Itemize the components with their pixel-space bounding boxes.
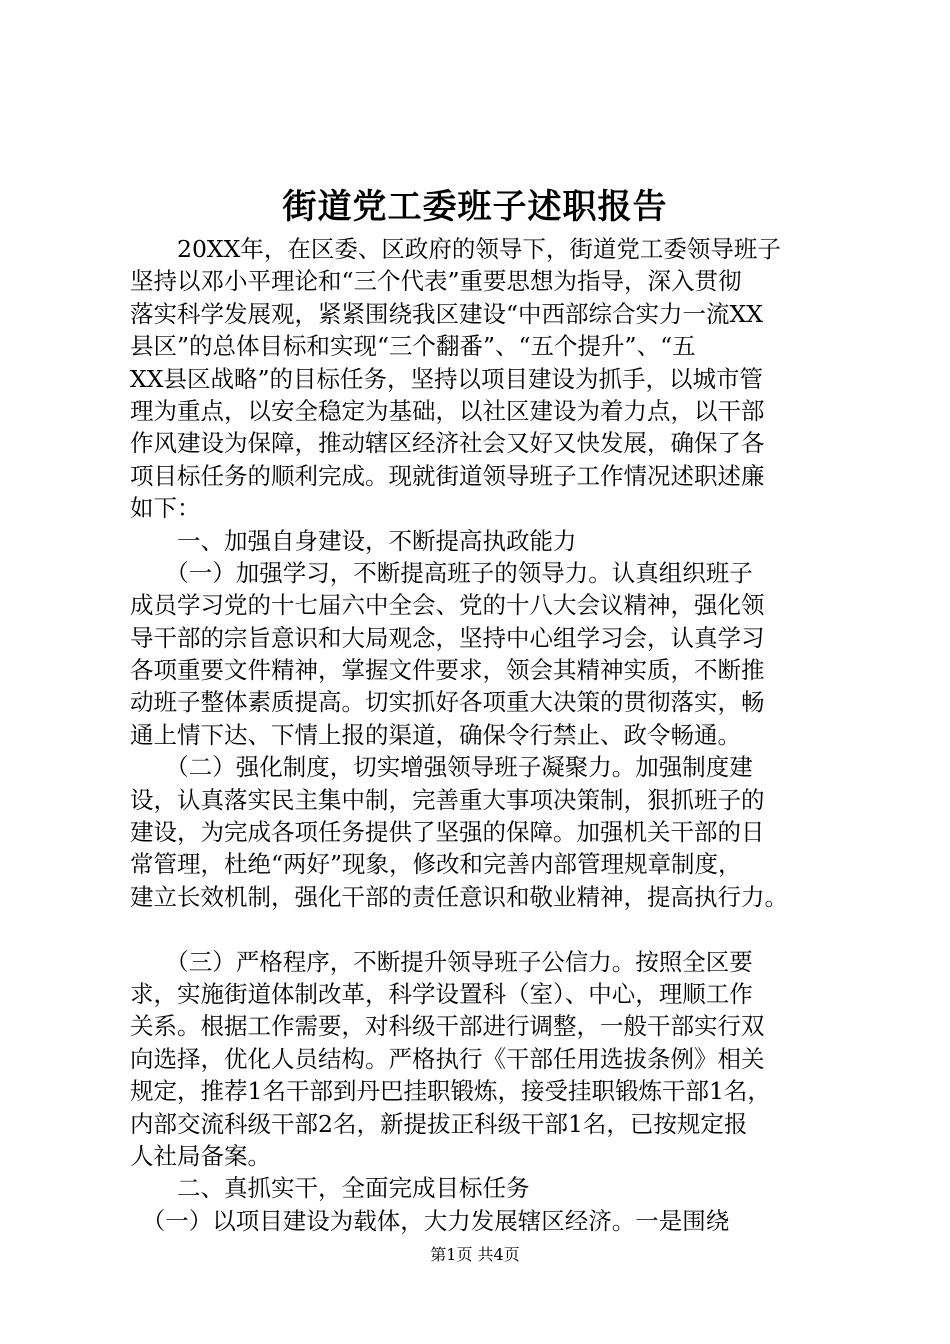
text-line: 建立长效机制，强化干部的责任意识和敬业精神，提高执行力。 bbox=[130, 882, 788, 911]
page-footer: 第1页 共4页 bbox=[430, 1245, 520, 1264]
text-line: 设，认真落实民主集中制，完善重大事项决策制，狠抓班子的 bbox=[130, 785, 765, 814]
text-line: 20XX年，在区委、区政府的领导下，街道党工委领导班子 bbox=[130, 235, 781, 263]
text-line: 向选择，优化人员结构。严格执行《干部任用选拔条例》相关 bbox=[130, 1044, 765, 1073]
text-line: 内部交流科级干部2名，新提拔正科级干部1名，已按规定报 bbox=[130, 1109, 748, 1138]
text-line: XX县区战略”的目标任务，坚持以项目建设为抓手，以城市管 bbox=[130, 364, 763, 393]
text-line: 常管理，杜绝“两好”现象，修改和完善内部管理规章制度， bbox=[130, 850, 742, 879]
text-line: （三）严格程序，不断提升领导班子公信力。按照全区要 bbox=[130, 947, 753, 976]
text-line: 项目标任务的顺利完成。现就街道领导班子工作情况述职述廉 bbox=[130, 461, 765, 490]
text-line: 人社局备案。 bbox=[130, 1141, 271, 1170]
text-line: 落实科学发展观，紧紧围绕我区建设“中西部综合实力一流XX bbox=[130, 299, 763, 328]
text-line: 关系。根据工作需要，对科级干部进行调整，一般干部实行双 bbox=[130, 1012, 765, 1041]
text-line: （一）加强学习，不断提高班子的领导力。认真组织班子 bbox=[130, 558, 753, 587]
text-line: 一、加强自身建设，不断提高执政能力 bbox=[130, 526, 577, 555]
text-line: 各项重要文件精神，掌握文件要求，领会其精神实质，不断推 bbox=[130, 656, 765, 685]
blank-line bbox=[130, 913, 845, 945]
text-line: 坚持以邓小平理论和“三个代表”重要思想为指导，深入贯彻 bbox=[130, 267, 742, 296]
text-line: 建设，为完成各项任务提供了坚强的保障。加强机关干部的日 bbox=[130, 818, 765, 847]
text-line: 作风建设为保障，推动辖区经济社会又好又快发展，确保了各 bbox=[130, 429, 765, 458]
text-line: （二）强化制度，切实增强领导班子凝聚力。加强制度建 bbox=[130, 753, 753, 782]
text-line: 规定，推荐1名干部到丹巴挂职锻炼，接受挂职锻炼干部1名， bbox=[130, 1077, 771, 1106]
text-line: 导干部的宗旨意识和大局观念，坚持中心组学习会，认真学习 bbox=[130, 623, 765, 652]
text-line: 二、真抓实干，全面完成目标任务 bbox=[130, 1174, 530, 1203]
text-line: 县区”的总体目标和实现“三个翻番”、“五个提升”、“五 bbox=[130, 332, 696, 361]
document-body bbox=[130, 233, 845, 1237]
text-line: 如下： bbox=[130, 494, 201, 523]
text-line: 通上情下达、下情上报的渠道，确保令行禁止、政令畅通。 bbox=[130, 720, 741, 749]
text-line: （一）以项目建设为载体，大力发展辖区经济。一是围绕 bbox=[130, 1206, 730, 1235]
text-line: 成员学习党的十七届六中全会、党的十八大会议精神，强化领 bbox=[130, 591, 765, 620]
text-line: 理为重点，以安全稳定为基础，以社区建设为着力点，以干部 bbox=[130, 396, 765, 425]
document-title: 街道党工委班子述职报告 bbox=[282, 187, 668, 227]
text-line: 动班子整体素质提高。切实抓好各项重大决策的贯彻落实，畅 bbox=[130, 688, 765, 717]
text-line: 求，实施街道体制改革，科学设置科（室）、中心，理顺工作 bbox=[130, 979, 753, 1008]
